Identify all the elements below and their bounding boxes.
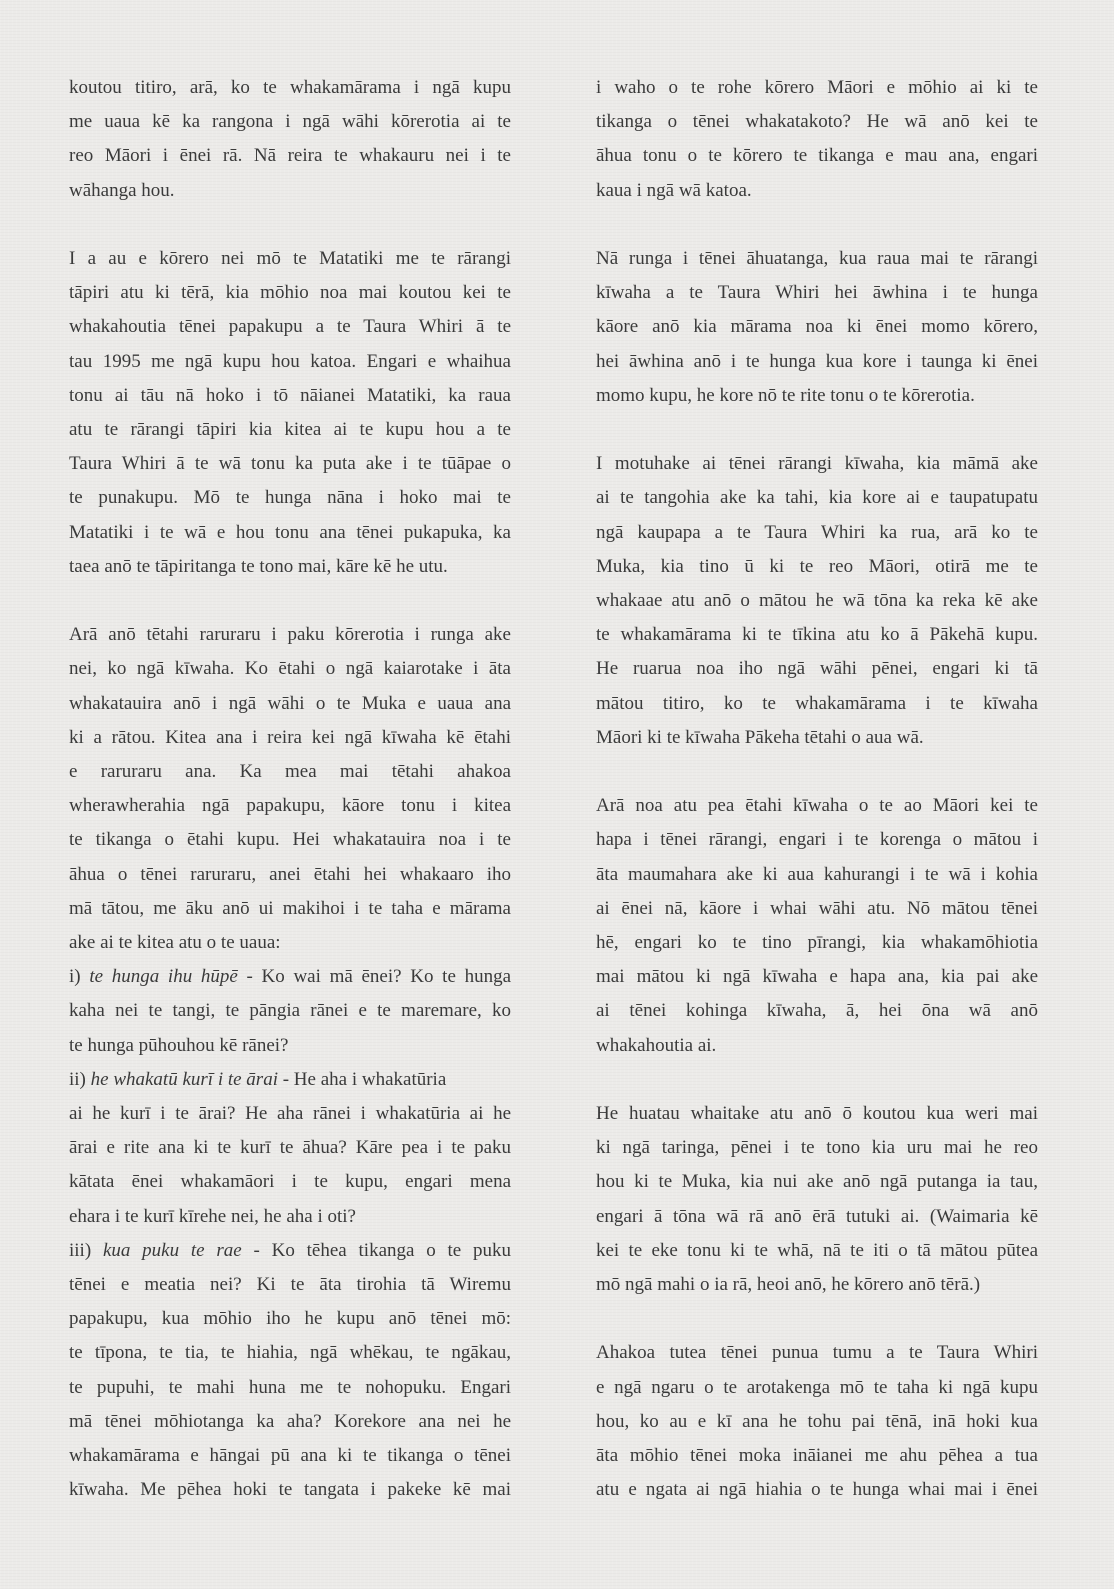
text-line: nei, ko ngā kīwaha. Ko ētahi o ngā kaiarotake i āta [69,658,511,680]
text-line: Ahakoa tutea tēnei punua tumu a te Taura Whiri [596,1342,1038,1364]
text-line: mai mātou ki ngā kīwaha e hapa ana, kia pai ake [596,966,1038,988]
text-line: mō ngā mahi o ia rā, heoi anō, he kōrero anō tērā.) [596,1274,981,1296]
paragraph [596,789,1038,1063]
text-line: Nā runga i tēnei āhuatanga, kua raua mai te rārangi [596,248,1038,269]
paragraph [596,71,1038,208]
kiwaha-phrase: he whakatū kurī i te ārai [90,1068,278,1090]
text-line: engari ā tōna wā rā anō ērā tutuki ai. (Waimaria kē [596,1205,1038,1227]
text-line: hē, engari ko te tino pīrangi, kia whakamōhiotia [596,932,1038,954]
text-line: ake ai te kitea atu o te uaua: [69,932,281,954]
text-line: te hunga pūhouhou kē rānei? [69,1034,289,1056]
text-line: Arā noa atu pea ētahi kīwaha o te ao Māori kei te [596,795,1038,817]
text-line: kaua i ngā wā katoa. [596,179,752,201]
text-line: hou, ko au e kī ana he tohu pai tēnā, inā hoki kua [596,1410,1038,1432]
item-text: - He aha i whakatūria [277,1068,447,1090]
paragraph [596,1097,1038,1302]
right-column [596,71,1038,1507]
text-line: whakamārama e hāngai pū ana ki te tikanga o tēnei [69,1445,511,1467]
text-line: tikanga o tēnei whakatakoto? He wā anō kei te [596,111,1038,133]
text-line: Taura Whiri ā te wā tonu ka puta ake i te tūāpae o [69,453,511,475]
text-line: kīwaha a te Taura Whiri hei āwhina i te hunga [596,282,1038,304]
paragraph [596,447,1038,755]
list-item [69,960,511,1063]
text-line: mā tātou, me āku anō ui makihoi i te taha e mārama [69,897,511,919]
text-line: momo kupu, he kore nō te rite tonu o te kōrerotia. [596,384,975,406]
text-line: āhua tonu o te kōrero te tikanga e mau ana, engari [596,145,1038,167]
text-line: whakatauira anō i ngā wāhi o te Muka e uaua ana [69,692,511,714]
text-line: kaha nei te tangi, te pāngia rānei e te maremare, ko [69,1000,511,1022]
text-line: me uaua kē ka rangona i ngā wāhi kōrerotia ai te [69,111,511,133]
item-number: ii) [69,1068,91,1090]
text-line: tāpiri atu ki tērā, kia mōhio noa mai koutou kei te [69,282,511,304]
paragraph [69,242,511,584]
paragraph [69,71,511,208]
text-line: hou ki te Muka, kia nui ake anō ngā putanga ia tau, [596,1171,1038,1193]
text-line: ki a rātou. Kitea ana i reira kei ngā kīwaha kē ētahi [69,726,511,748]
text-line: papakupu, kua mōhio iho he kupu anō tēnei mō: [69,1308,511,1330]
item-number: i) [69,966,90,988]
text-line: e raruraru ana. Ka mea mai tētahi ahakoa [69,761,511,783]
text-line: tonu ai tāu nā hoko i tō nāianei Matatiki, ka raua [69,384,511,406]
text-line: hei āwhina anō i te hunga kua kore i taunga ki ēnei [596,350,1038,372]
text-line: mātou titiro, ko te whakamārama i te kīwaha [596,692,1038,714]
text-line: wāhanga hou. [69,179,175,201]
text-line: āta maumahara ake ki aua kahurangi i te wā i kohia [596,863,1038,885]
text-line: wherawherahia ngā papakupu, kāore tonu i kitea [69,795,511,817]
text-line: āta mōhio tēnei moka ināianei me ahu pēhea a tua [596,1445,1038,1467]
text-line: hapa i tēnei rārangi, engari i te korenga o mātou i [596,829,1038,851]
text-line: te whakamārama ki te tīkina atu ko ā Pākehā kupu. [596,624,1038,646]
text-line [69,1234,511,1268]
list-item [69,1234,511,1508]
text-line: ki ngā taringa, pēnei i te tono kia uru mai he reo [596,1137,1038,1159]
kiwaha-phrase: te hunga ihu hūpē [89,966,238,988]
text-line: ngā kaupapa a te Taura Whiri ka rua, arā ko te [596,521,1038,543]
text-line: whakaae atu anō o mātou he wā tōna ka reka kē ake [596,590,1038,612]
text-line: te tīpona, te tia, te hiahia, ngā whēkau, te ngākau, [69,1342,511,1364]
text-line: kīwaha. Me pēhea hoki te tangata i pakeke kē mai [69,1479,511,1501]
kiwaha-phrase: kua puku te rae [102,1239,242,1261]
text-line: He ruarua noa iho ngā wāhi pēnei, engari ki tā [596,658,1038,680]
text-line: te pupuhi, te mahi huna me te nohopuku. Engari [69,1376,511,1398]
text-line: ai tēnei kohinga kīwaha, ā, hei ōna wā anō [596,1000,1038,1022]
item-number: iii) [69,1239,103,1261]
item-text: - Ko wai mā ēnei? Ko te hunga [237,966,512,988]
paragraph [69,618,511,960]
paragraph [596,1336,1038,1507]
text-line: i waho o te rohe kōrero Māori e mōhio ai ki te [596,77,1038,98]
text-line: atu e ngata ai ngā hiahia o te hunga whai mai i ēnei [596,1479,1038,1501]
text-line: ai he kurī i te ārai? He aha rānei i whakatūria ai he [69,1103,511,1125]
text-line: kāore anō kia mārama noa ki ēnei momo kōrero, [596,316,1038,338]
text-line: ārai e rite ana ki te kurī te āhua? Kāre pea i te paku [69,1137,511,1159]
text-line: whakahoutia ai. [596,1034,717,1056]
text-line: kātata ēnei whakamāori i te kupu, engari mena [69,1171,511,1193]
text-line: Māori ki te kīwaha Pākeha tētahi o aua wā. [596,726,924,748]
text-line: āhua o tēnei raruraru, anei ētahi hei whakaaro iho [69,863,511,885]
item-text: - Ko tēhea tikanga o te puku [241,1239,512,1261]
text-line: tēnei e meatia nei? Ki te āta tirohia tā Wiremu [69,1274,511,1296]
text-line: He huatau whaitake atu anō ō koutou kua weri mai [596,1103,1038,1125]
text-line: e ngā ngaru o te arotakenga mō te taha ki ngā kupu [596,1376,1038,1398]
text-line: ehara i te kurī kīrehe nei, he aha i oti? [69,1205,356,1227]
text-line: taea anō te tāpiritanga te tono mai, kāre kē he utu. [69,555,448,577]
text-line: mā tēnei mōhiotanga ka aha? Korekore ana nei he [69,1410,511,1432]
text-line: whakahoutia tēnei papakupu a te Taura Whiri ā te [69,316,511,338]
text-line: kei te eke tonu ki te whā, nā te iti o tā mātou pūtea [596,1239,1038,1261]
text-line: Muka, kia tino ū ki te reo Māori, otirā me te [596,555,1038,577]
text-line [69,960,511,994]
text-line: I a au e kōrero nei mō te Matatiki me te rārangi [69,248,511,269]
text-line: Arā anō tētahi raruraru i paku kōrerotia i runga ake [69,624,511,646]
text-line: reo Māori i ēnei rā. Nā reira te whakauru nei i te [69,145,511,167]
text-line: I motuhake ai tēnei rārangi kīwaha, kia māmā ake [596,453,1038,475]
text-line [69,1063,511,1097]
text-line: ai te tangohia ake ka tahi, kia kore ai e taupatupatu [596,487,1038,509]
text-line: tau 1995 me ngā kupu hou katoa. Engari e whaihua [69,350,511,372]
text-line: ai ēnei nā, kāore i whai wāhi atu. Nō mātou tēnei [596,897,1038,919]
left-column [69,71,511,1508]
paragraph [596,242,1038,413]
list-item [69,1063,511,1234]
text-line: koutou titiro, arā, ko te whakamārama i ngā kupu [69,77,511,98]
text-line: atu te rārangi tāpiri kia kitea ai te kupu hou a te [69,419,511,441]
text-line: te punakupu. Mō te hunga nāna i hoko mai te [69,487,511,509]
text-line: te tikanga o ētahi kupu. Hei whakatauira noa i te [69,829,511,851]
text-line: Matatiki i te wā e hou tonu ana tēnei pukapuka, ka [69,521,511,543]
